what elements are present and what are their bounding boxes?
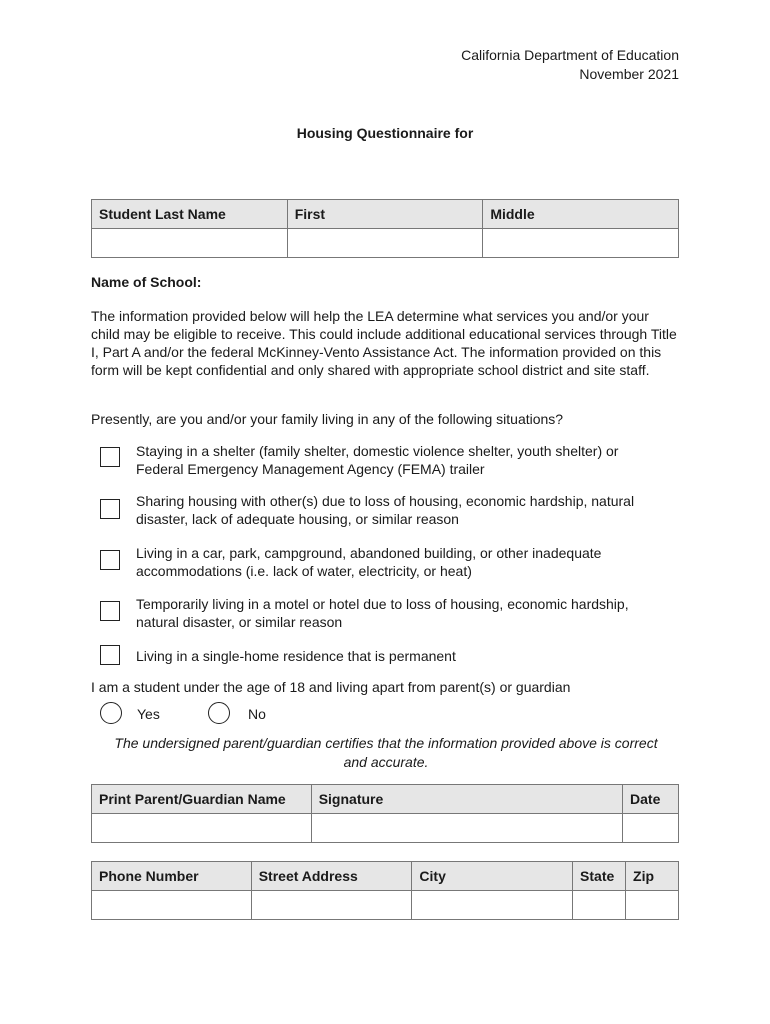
guardian-table: [91, 784, 679, 843]
option-permanent-checkbox[interactable]: [100, 645, 120, 665]
street-address-header: Street Address: [251, 862, 412, 891]
phone-field[interactable]: [92, 891, 252, 920]
student-middle-name-field[interactable]: [483, 229, 679, 258]
state-field[interactable]: [573, 891, 626, 920]
zip-header: Zip: [626, 862, 679, 891]
option-motel-checkbox[interactable]: [100, 601, 120, 621]
student-last-name-field[interactable]: [92, 229, 288, 258]
student-last-name-header: Student Last Name: [92, 200, 288, 229]
option-sharing-checkbox[interactable]: [100, 499, 120, 519]
option-permanent-text: Living in a single-home residence that is permanent: [136, 648, 456, 664]
date-header: Date: [623, 785, 679, 814]
option-shelter-text: Staying in a shelter (family shelter, domestic violence shelter, youth shelter) or Federal Emergency Management Agency (FEMA) trailer: [136, 443, 619, 477]
signature-header: Signature: [311, 785, 622, 814]
student-first-name-header: First: [287, 200, 483, 229]
date-field[interactable]: [623, 814, 679, 843]
yes-label: Yes: [137, 706, 160, 722]
yes-radio[interactable]: [100, 702, 122, 724]
situation-question: Presently, are you and/or your family living in any of the following situations?: [91, 411, 564, 427]
header-date: November 2021: [579, 66, 679, 82]
signature-field[interactable]: [311, 814, 622, 843]
guardian-name-header: Print Parent/Guardian Name: [92, 785, 312, 814]
option-sharing-text: Sharing housing with other(s) due to loss of housing, economic hardship, natural disaster, lack of adequate housing, or similar reason: [136, 493, 635, 527]
option-motel-text: Temporarily living in a motel or hotel due to loss of housing, economic hardship, natural disaster, or similar reason: [136, 596, 629, 630]
intro-paragraph: The information provided below will help the LEA determine what services you and/or your child may be eligible to receive. This could include additional educational services through Title I, Part A and/or the federal McKinney-Vento Assistance Act. The information provided on this form will be kept confidential and only shared with appropriate school district and site staff.: [91, 308, 677, 378]
no-radio[interactable]: [208, 702, 230, 724]
contact-table: [91, 861, 679, 920]
header-org: California Department of Education: [461, 47, 679, 63]
guardian-name-field[interactable]: [92, 814, 312, 843]
minor-question: I am a student under the age of 18 and living apart from parent(s) or guardian: [91, 679, 571, 695]
option-car-park-text: Living in a car, park, campground, abandoned building, or other inadequate accommodations (i.e. lack of water, electricity, or heat): [136, 545, 602, 579]
student-first-name-field[interactable]: [287, 229, 483, 258]
certification-text: The undersigned parent/guardian certifies that the information provided above is correct and accurate.: [114, 735, 658, 770]
student-middle-name-header: Middle: [483, 200, 679, 229]
state-header: State: [573, 862, 626, 891]
option-shelter-checkbox[interactable]: [100, 447, 120, 467]
phone-header: Phone Number: [92, 862, 252, 891]
street-address-field[interactable]: [251, 891, 412, 920]
school-name-label: Name of School:: [91, 274, 202, 290]
no-label: No: [248, 706, 266, 722]
student-name-table: [91, 199, 679, 258]
city-header: City: [412, 862, 573, 891]
form-title: Housing Questionnaire for: [296, 125, 474, 141]
option-car-park-checkbox[interactable]: [100, 550, 120, 570]
city-field[interactable]: [412, 891, 573, 920]
zip-field[interactable]: [626, 891, 679, 920]
